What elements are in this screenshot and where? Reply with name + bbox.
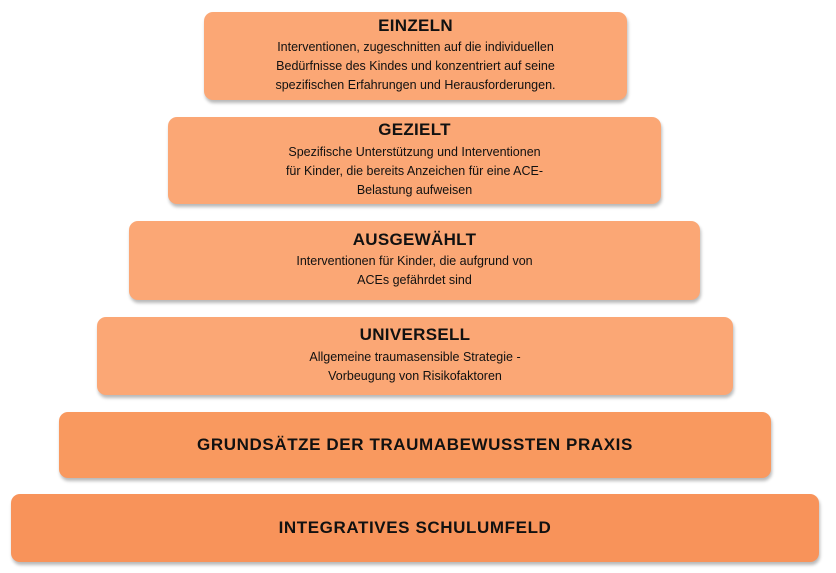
tier-label: GRUNDSÄTZE DER TRAUMABEWUSSTEN PRAXIS [197,435,633,454]
tier-universell [97,317,733,395]
tier-gezielt [168,117,661,204]
tier-grundsaetze [59,412,771,478]
tier-title: EINZELN [378,15,453,35]
tier-description: Spezifische Unterstützung und Interventionen für Kinder, die bereits Anzeichen für eine ACE- Belastung aufweisen [285,144,544,197]
tier-title: AUSGEWÄHLT [352,229,477,249]
tier-title: GEZIELT [378,120,451,140]
tier-label: INTEGRATIVES SCHULUMFELD [278,518,552,537]
tier-description: Allgemeine traumasensible Strategie - Vorbeugung von Risikofaktoren [309,349,521,383]
tier-einzeln [204,12,627,100]
tier-schulumfeld [11,494,819,562]
tier-title: UNIVERSELL [359,325,471,345]
tier-description: Interventionen, zugeschnitten auf die individuellen Bedürfnisse des Kindes und konzentriert auf seine spezifischen Erfahrungen und Herausforderungen. [275,40,556,93]
tier-description: Interventionen für Kinder, die aufgrund von ACEs gefährdet sind [296,254,533,288]
tier-ausgewaehlt [129,221,700,300]
